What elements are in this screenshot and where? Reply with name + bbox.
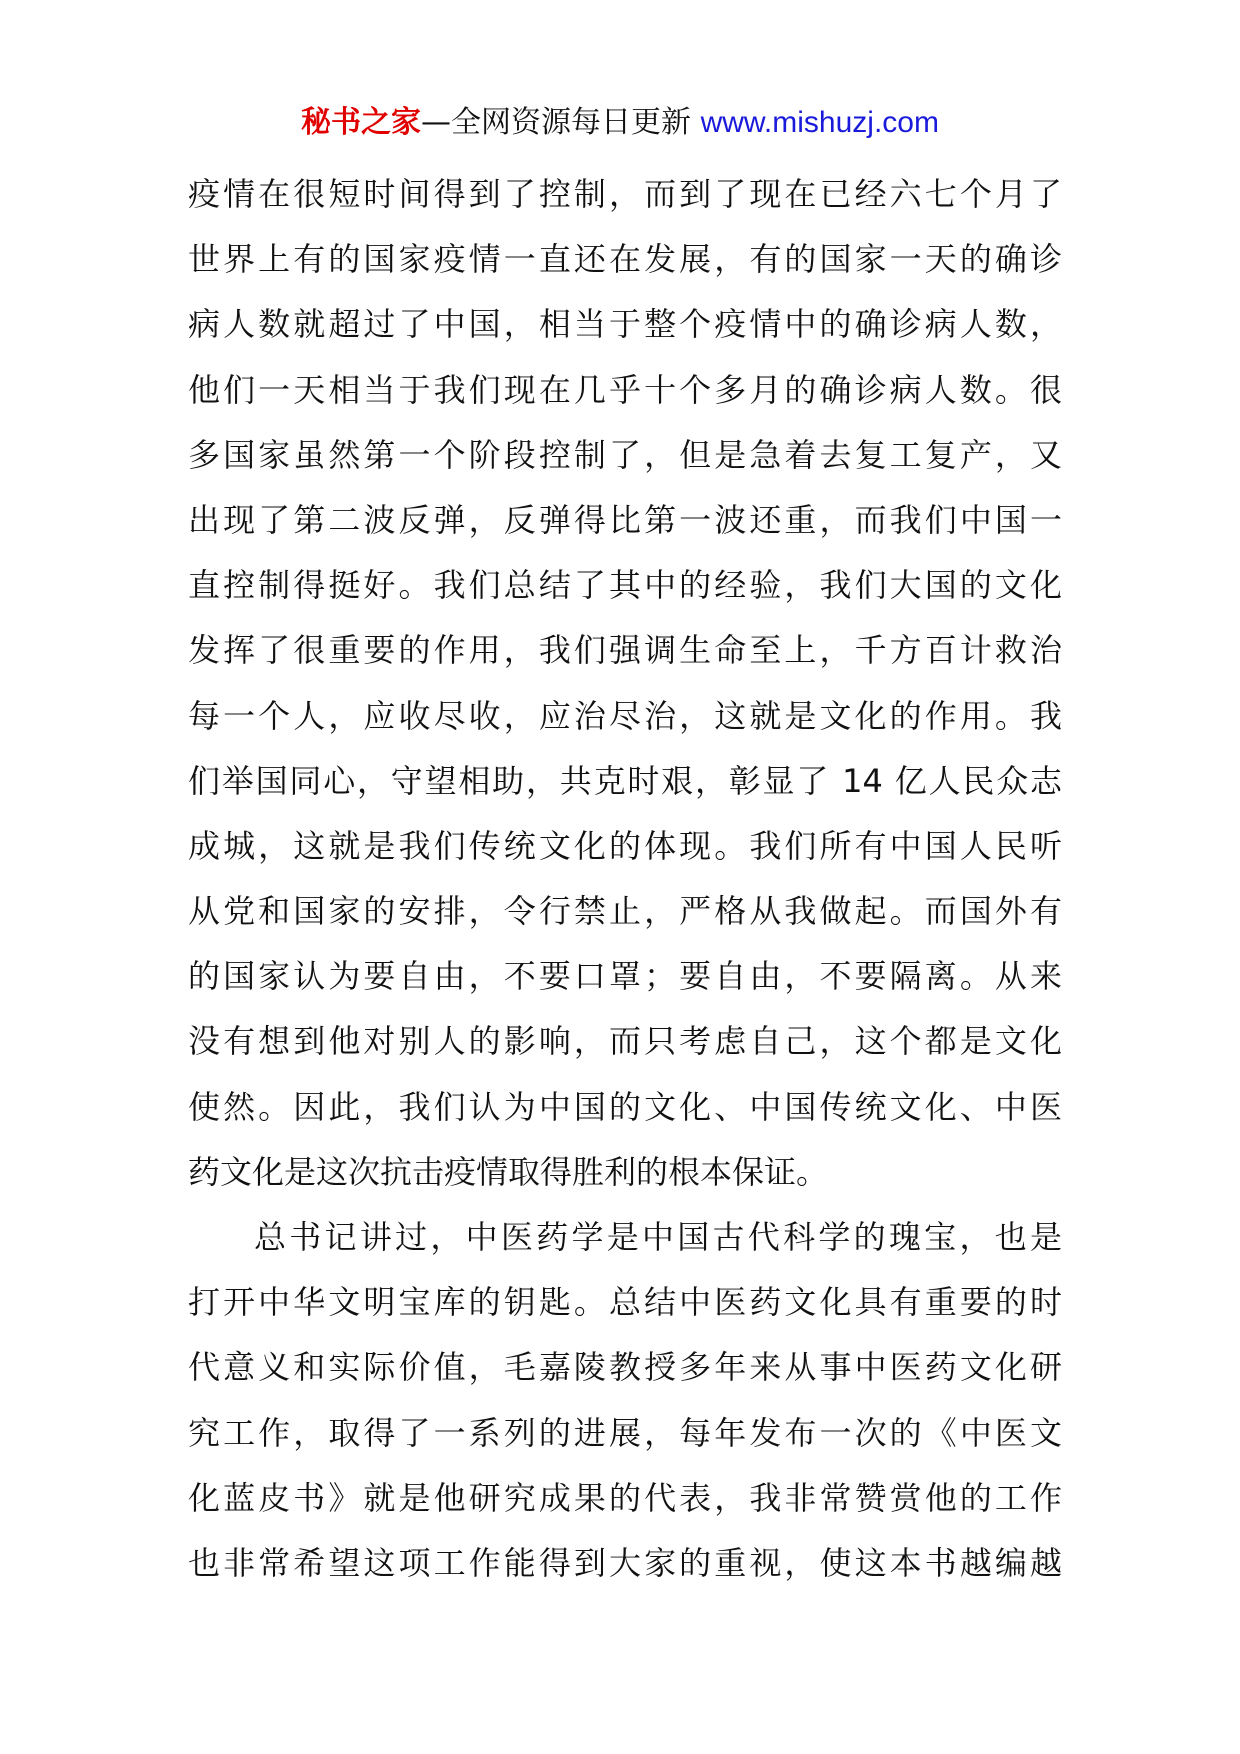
text-line: 使然。因此，我们认为中国的文化、中国传统文化、中医 — [188, 1087, 1062, 1126]
text-line: 直控制得挺好。我们总结了其中的经验，我们大国的文化 — [188, 566, 1062, 605]
text-line: 代意义和实际价值，毛嘉陵教授多年来从事中医药文化研 — [188, 1348, 1062, 1387]
text-line: 化蓝皮书》就是他研究成果的代表，我非常赞赏他的工作 — [188, 1478, 1062, 1517]
text-line: 打开中华文明宝库的钥匙。总结中医药文化具有重要的时 — [188, 1283, 1062, 1322]
header-brand: 秘书之家 — [301, 105, 422, 140]
text-line: 他们一天相当于我们现在几乎十个多月的确诊病人数。很 — [188, 370, 1062, 409]
text-line: 究工作，取得了一系列的进展，每年发布一次的《中医文 — [188, 1413, 1062, 1452]
text-line: 疫情在很短时间得到了控制，而到了现在已经六七个月了 — [188, 175, 1062, 213]
paragraph-1 — [188, 162, 1062, 1205]
page-header — [0, 100, 1240, 146]
text-line: 没有想到他对别人的影响，而只考虑自己，这个都是文化 — [188, 1022, 1062, 1061]
header-tagline: —全网资源每日更新 — [421, 105, 692, 140]
text-line: 从党和国家的安排，令行禁止，严格从我做起。而国外有 — [188, 892, 1062, 931]
document-body — [188, 162, 1062, 1596]
text-line: 总书记讲过，中医药学是中国古代科学的瑰宝，也是 — [254, 1218, 1062, 1256]
text-line: 多国家虽然第一个阶段控制了，但是急着去复工复产，又 — [188, 435, 1062, 474]
text-line: 成城，这就是我们传统文化的体现。我们所有中国人民听 — [188, 826, 1062, 865]
text-line: 药文化是这次抗击疫情取得胜利的根本保证。 — [188, 1152, 829, 1191]
text-line: 也非常希望这项工作能得到大家的重视，使这本书越编越 — [188, 1543, 1062, 1582]
text-line: 出现了第二波反弹，反弹得比第一波还重，而我们中国一 — [188, 500, 1062, 539]
text-line: 病人数就超过了中国，相当于整个疫情中的确诊病人数， — [188, 305, 1062, 344]
text-line: 每一个人，应收尽收，应治尽治，这就是文化的作用。我 — [188, 696, 1062, 735]
paragraph-2 — [188, 1205, 1062, 1596]
text-line: 们举国同心，守望相助，共克时艰，彰显了 14 亿人民众志 — [188, 761, 1062, 800]
text-line: 世界上有的国家疫情一直还在发展，有的国家一天的确诊 — [188, 240, 1062, 279]
text-line: 发挥了很重要的作用，我们强调生命至上，千方百计救治 — [188, 631, 1062, 670]
header-url[interactable]: www.mishuzj.com — [700, 106, 939, 139]
text-line: 的国家认为要自由，不要口罩；要自由，不要隔离。从来 — [188, 957, 1062, 996]
